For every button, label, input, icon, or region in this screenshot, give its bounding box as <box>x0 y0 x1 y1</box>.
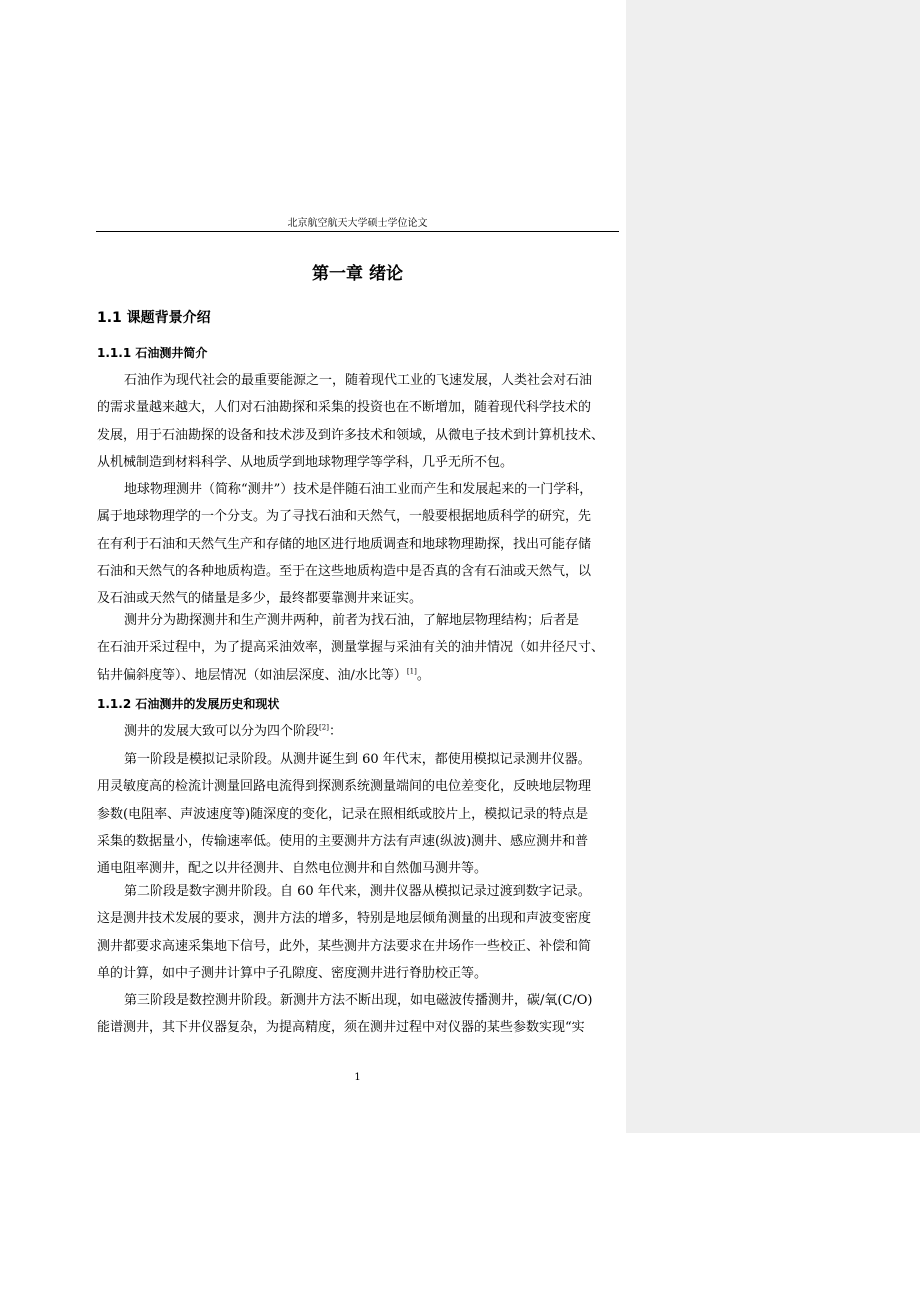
text-line: 第三阶段是数控测井阶段。新测井方法不断出现，如电磁波传播测井，碳/氧(C/O) <box>124 993 593 1008</box>
text-line: 地球物理测井（简称“测井”）技术是伴随石油工业而产生和发展起来的一门学科， <box>124 482 593 497</box>
citation: [2] <box>319 723 329 732</box>
text-run: 测井的发展大致可以分为四个阶段 <box>124 724 320 739</box>
running-header: 北京航空航天大学硕士学位论文 <box>287 218 428 229</box>
text-line: 测井都要求高速采集地下信号，此外，某些测井方法要求在井场作一些校正、补偿和简 <box>97 938 592 954</box>
text-line: 单的计算，如中子测井计算中子孔隙度、密度测井进行脊肋校正等。 <box>97 965 488 981</box>
paragraph <box>97 476 620 612</box>
text-line: 用灵敏度高的检流计测量回路电流得到探测系统测量端间的电位差变化，反映地层物理 <box>97 779 592 795</box>
text-line: 石油和天然气的各种地质构造。至于在这些地质构造中是否真的含有石油或天然气，以 <box>97 563 592 579</box>
paragraph <box>97 718 620 745</box>
comment-pane <box>626 0 920 1133</box>
text-line: 在有利于石油和天然气生产和存储的地区进行地质调查和地球物理勘探，找出可能存储 <box>97 536 592 552</box>
text-line: 这是测井技术发展的要求，测井方法的增多，特别是地层倾角测量的出现和声波变密度 <box>97 911 592 927</box>
text-line: 第二阶段是数字测井阶段。自 60 年代来，测井仪器从模拟记录过渡到数字记录。 <box>124 884 591 899</box>
paragraph <box>97 367 620 476</box>
text-line: 石油作为现代社会的最重要能源之一，随着现代工业的飞速发展，人类社会对石油 <box>124 373 593 388</box>
subsection-title: 1.1.2 石油测井的发展历史和现状 <box>97 697 280 711</box>
text-line: 参数(电阻率、声波速度等)随深度的变化，记录在照相纸或胶片上，模拟记录的特点是 <box>97 806 589 822</box>
text-line: 在石油开采过程中，为了提高采油效率，测量掌握与采油有关的油井情况（如井径尺寸、 <box>97 640 605 656</box>
text-run: 钻井偏斜度等）、地层情况（如油层深度、油/水比等） <box>97 667 407 683</box>
paragraph <box>97 607 620 689</box>
chapter-title: 第一章 绪论 <box>312 264 403 284</box>
header-rule <box>96 231 619 232</box>
text-line <box>97 718 620 745</box>
text-line: 通电阻率测井，配之以井径测井、自然电位测井和自然伽马测井等。 <box>97 861 488 877</box>
text-line: 及石油或天然气的储量是多少，最终都要靠测井来证实。 <box>97 591 423 607</box>
text-line: 从机械制造到材料科学、从地质学到地球物理学等学科，几乎无所不包。 <box>97 454 514 470</box>
section-title: 1.1 课题背景介绍 <box>97 310 211 326</box>
paragraph <box>97 878 620 987</box>
paragraph <box>97 746 620 882</box>
text-run: ： <box>328 724 342 739</box>
text-line: 的需求量越来越大，人们对石油勘探和采集的投资也在不断增加，随着现代科学技术的 <box>97 400 592 416</box>
text-run: 。 <box>416 667 430 683</box>
text-line: 测井分为勘探测井和生产测井两种，前者为找石油，了解地层物理结构；后者是 <box>124 613 580 628</box>
paragraph <box>97 987 620 1042</box>
text-line: 属于地球物理学的一个分支。为了寻找石油和天然气，一般要根据地质科学的研究，先 <box>97 509 592 525</box>
text-line: 能谱测井，其下井仪器复杂，为提高精度，须在测井过程中对仪器的某些参数实现“实 <box>97 1020 585 1036</box>
citation: [1] <box>406 667 417 676</box>
text-line: 第一阶段是模拟记录阶段。从测井诞生到 60 年代末，都使用模拟记录测井仪器。 <box>124 752 591 767</box>
subsection-title: 1.1.1 石油测井简介 <box>97 346 208 360</box>
text-line: 采集的数据量小，传输速率低。使用的主要测井方法有声速(纵波)测井、感应测井和普 <box>97 833 589 849</box>
text-line: 发展，用于石油勘探的设备和技术涉及到许多技术和领域，从微电子技术到计算机技术、 <box>97 427 605 443</box>
text-line <box>97 662 620 689</box>
page-number: 1 <box>354 1072 361 1083</box>
